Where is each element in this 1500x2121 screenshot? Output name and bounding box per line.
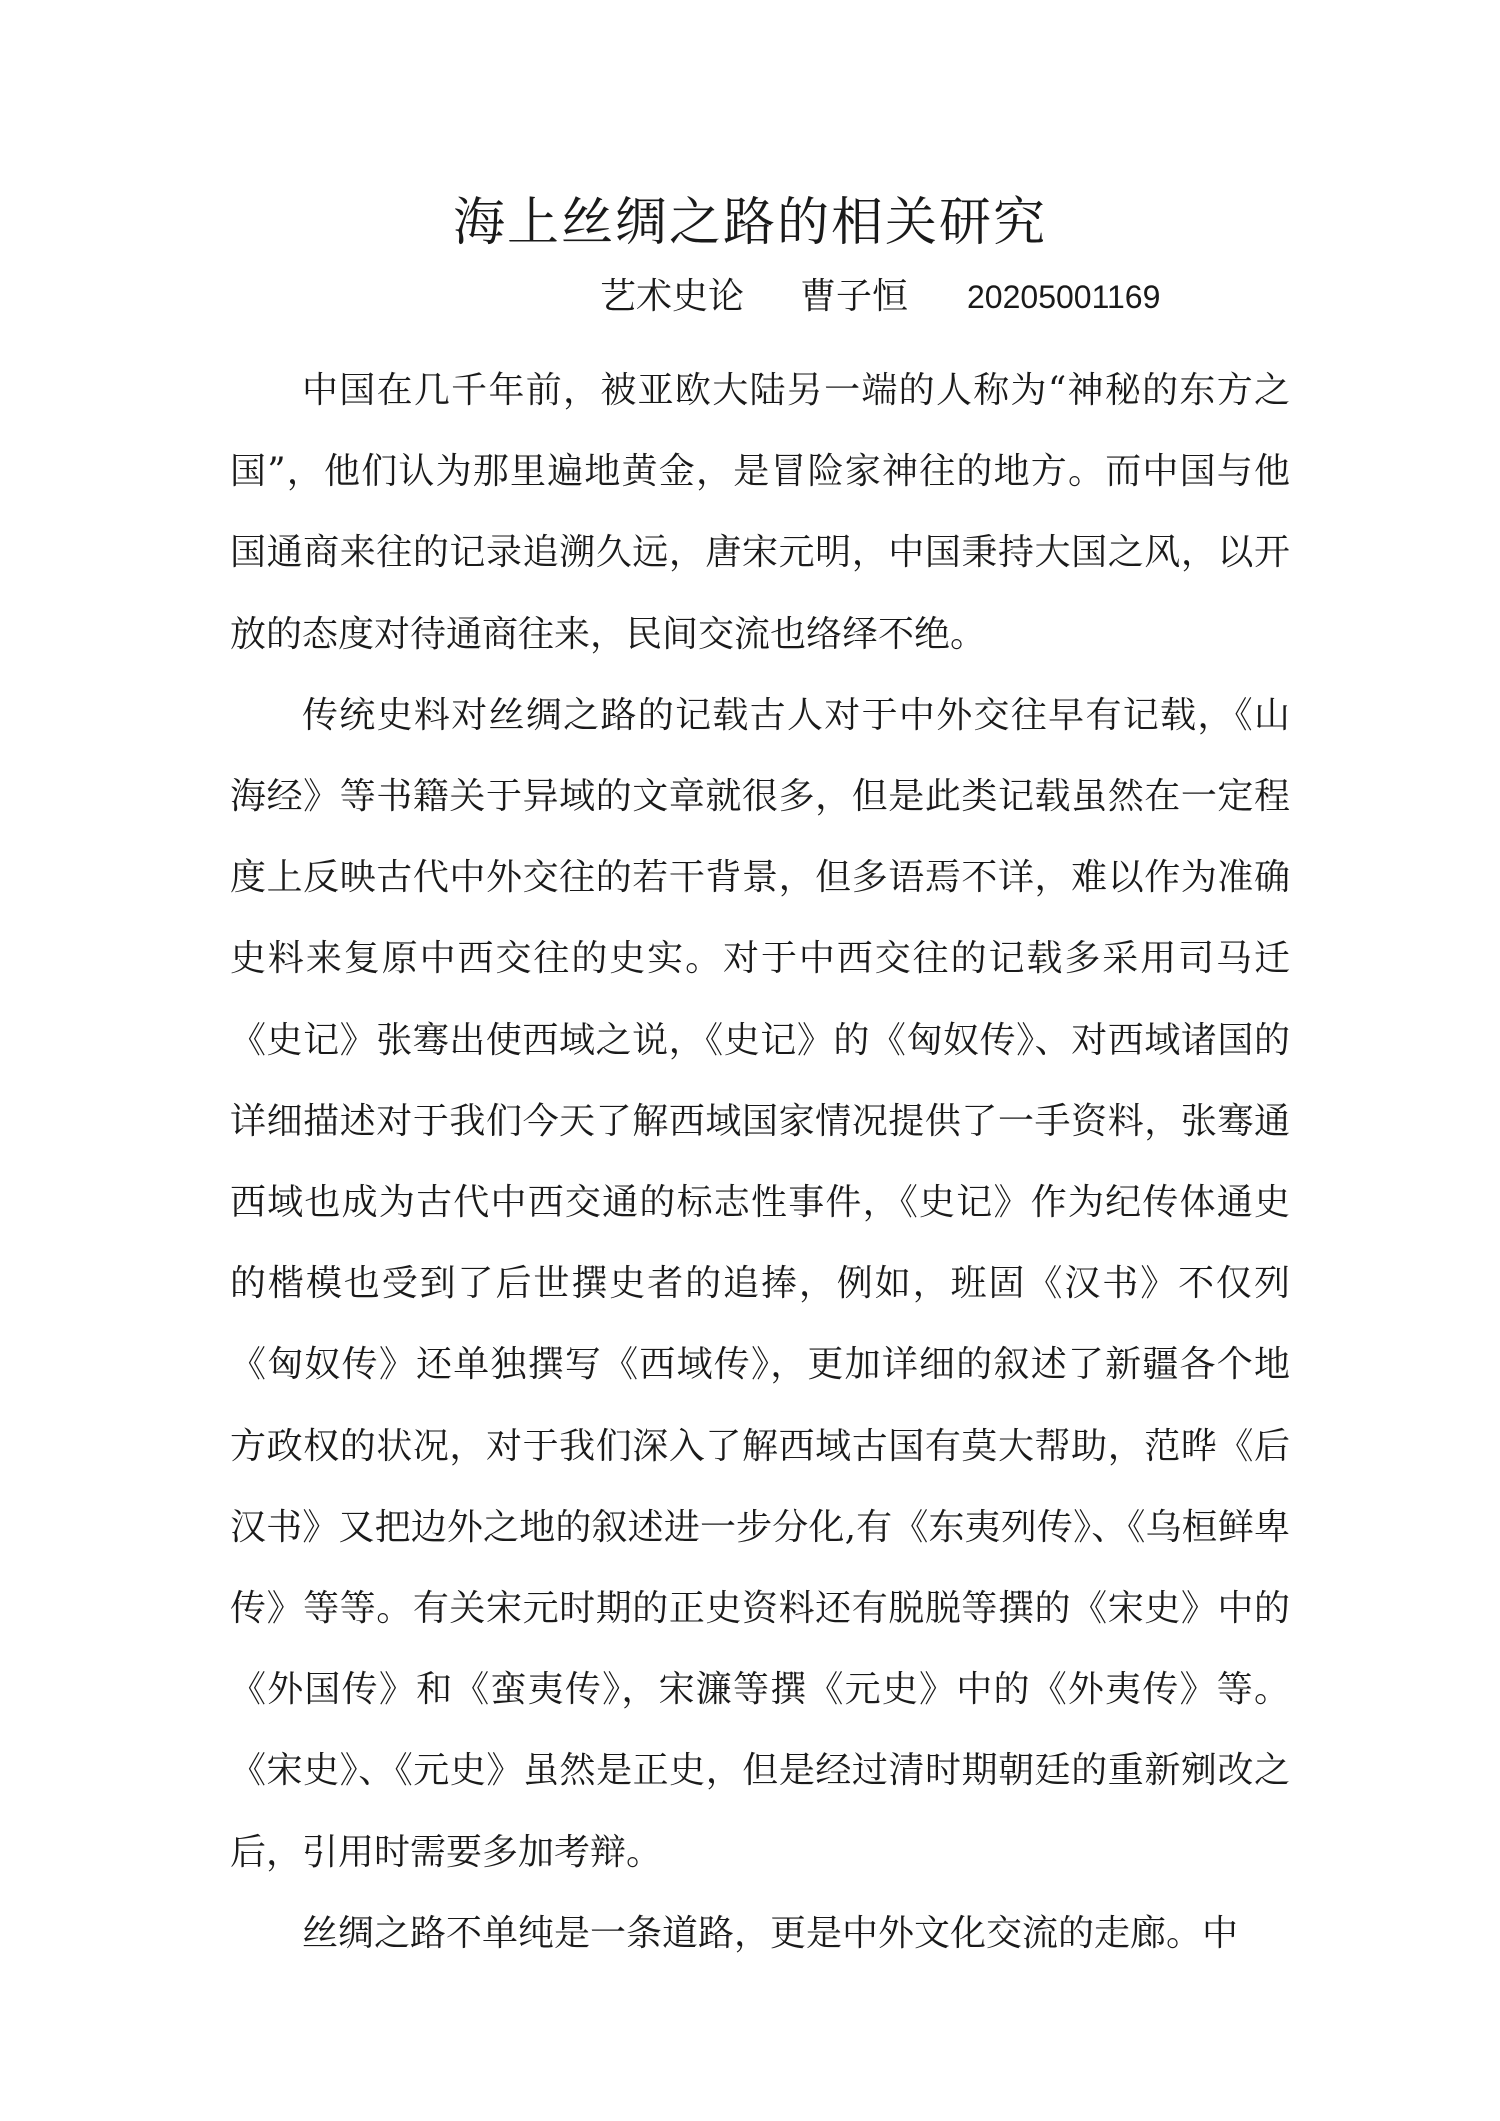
- byline: [600, 272, 1300, 322]
- paragraph-2: 传统史料对丝绸之路的记载古人对于中外交往早有记载，《山海经》等书籍关于异域的文章就很多，但是此类记载虽然在一定程度上反映古代中外交往的若干背景，但多语焉不详，难以作为准确史料来复原中西交往的史实。对于中西交往的记载多采用司马迁《史记》张骞出使西域之说，《史记》的《匈奴传》、对西域诸国的详细描述对于我们今天了解西域国家情况提供了一手资料，张骞通西域也成为古代中西交通的标志性事件，《史记》作为纪传体通史的楷模也受到了后世撰史者的追捧，例如，班固《汉书》不仅列《匈奴传》还单独撰写《西域传》，更加详细的叙述了新疆各个地方政权的状况，对于我们深入了解西域古国有莫大帮助，范晔《后汉书》又把边外之地的叙述进一步分化,有《东夷列传》、《乌桓鲜卑传》等等。有关宋元时期的正史资料还有脱脱等撰的《宋史》中的《外国传》和《蛮夷传》，宋濂等撰《元史》中的《外夷传》等。《宋史》、《元史》虽然是正史，但是经过清时期朝廷的重新剜改之后，引用时需要多加考辩。: [230, 694, 1290, 1873]
- byline-field: 艺术史论: [600, 276, 745, 317]
- document-title: 海上丝绸之路的相关研究: [452, 193, 1047, 253]
- document-body: [230, 350, 1290, 1974]
- byline-student-id: 20205001169: [967, 279, 1161, 315]
- byline-author: 曹子恒: [800, 276, 909, 317]
- paragraph-1: 中国在几千年前，被亚欧大陆另一端的人称为“神秘的东方之国”，他们认为那里遍地黄金，是冒险家神往的地方。而中国与他国通商来往的记录追溯久远，唐宋元明，中国秉持大国之风，以开放的态度对待通商往来，民间交流也络绎不绝。: [230, 370, 1290, 655]
- paragraph-3: 丝绸之路不单纯是一条道路，更是中外文化交流的走廊。中: [302, 1912, 1239, 1954]
